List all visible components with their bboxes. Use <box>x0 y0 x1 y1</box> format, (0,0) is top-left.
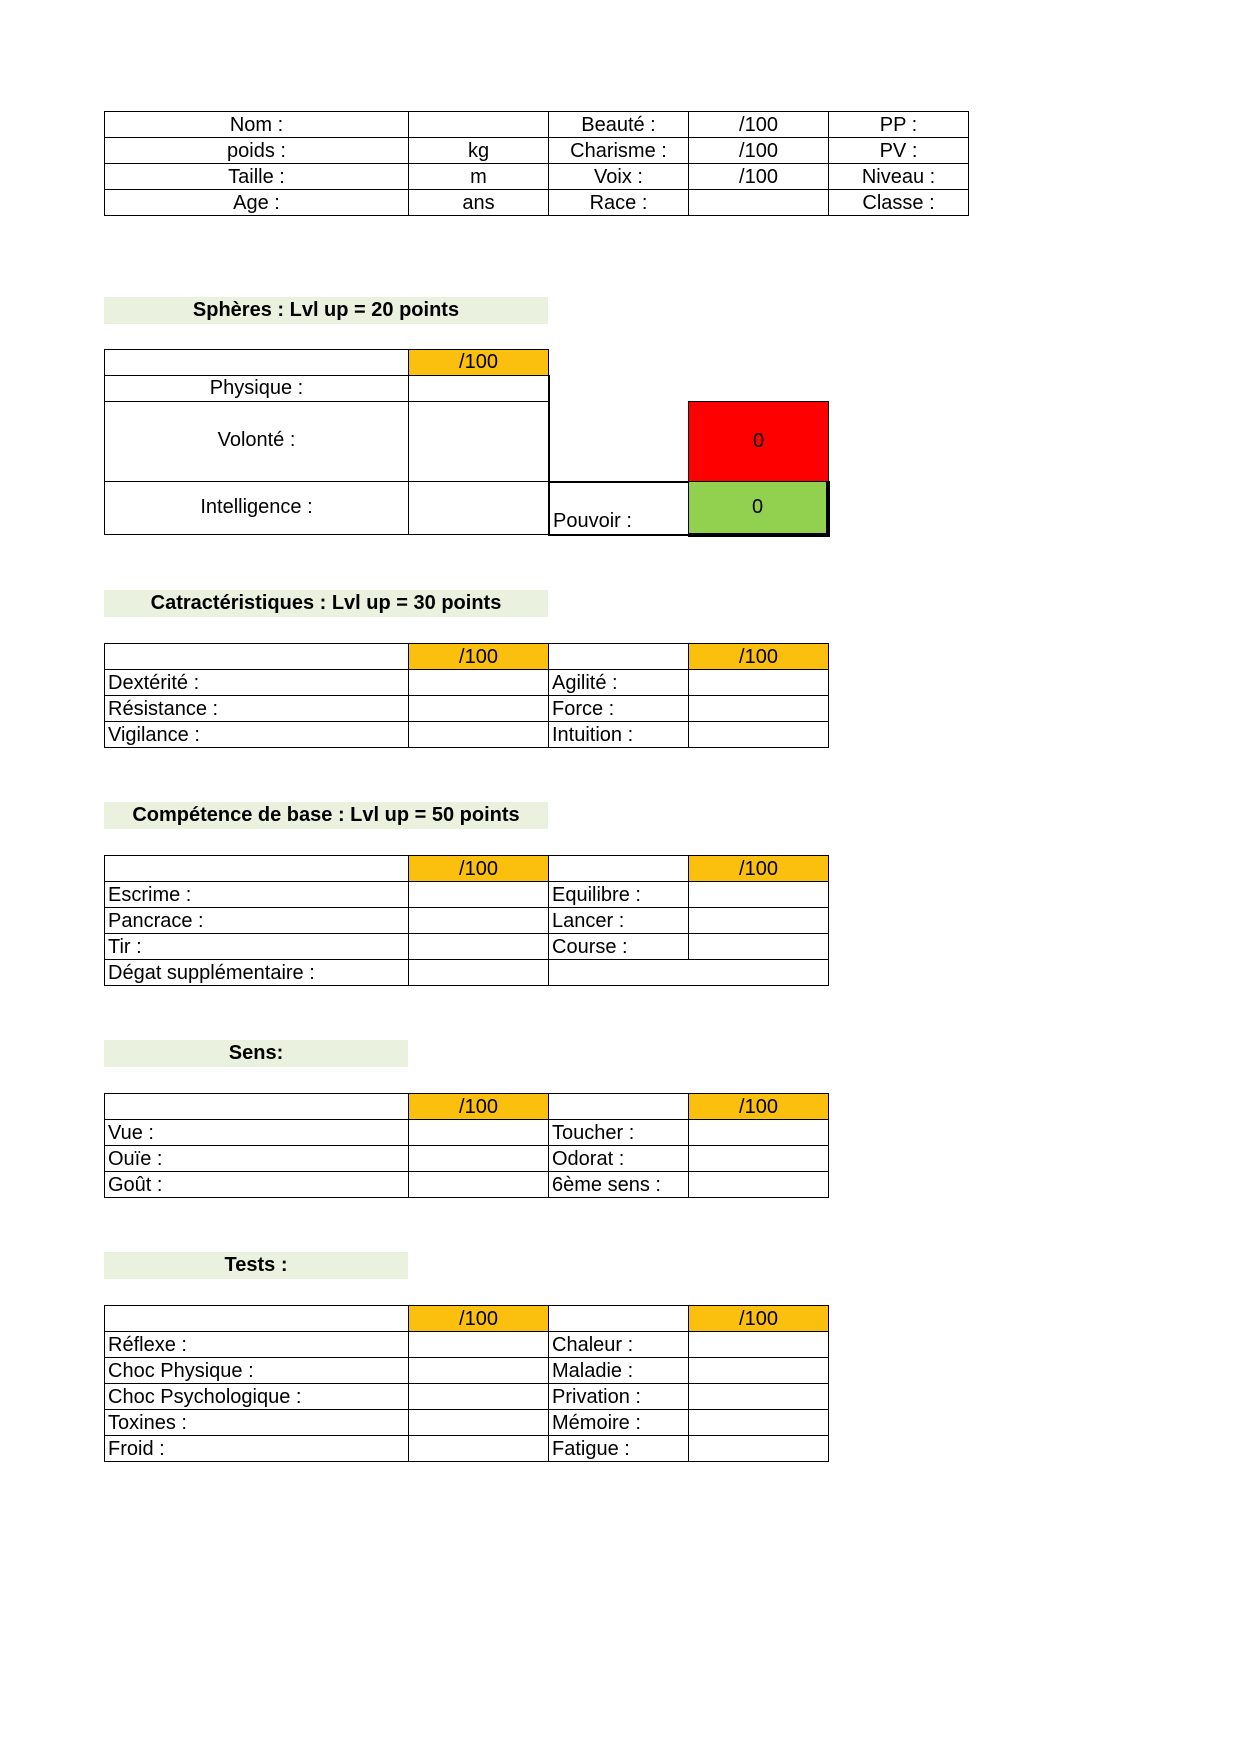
spheres-red-total <box>688 401 829 482</box>
competences-value[interactable] <box>689 934 829 960</box>
caracteristiques-score-header: /100 <box>409 644 549 670</box>
sens-label: Odorat : <box>549 1146 689 1172</box>
identity-value-cell[interactable]: m <box>409 164 549 190</box>
caracteristiques-row <box>105 670 829 696</box>
identity-label-cell: Charisme : <box>549 138 689 164</box>
identity-value-cell[interactable]: /100 <box>689 164 829 190</box>
caracteristiques-score-header: /100 <box>689 644 829 670</box>
sens-label: 6ème sens : <box>549 1172 689 1198</box>
tests-value[interactable] <box>409 1410 549 1436</box>
competences-value[interactable] <box>689 908 829 934</box>
identity-value-cell[interactable] <box>689 190 829 216</box>
tests-value[interactable] <box>409 1358 549 1384</box>
tests-label: Maladie : <box>549 1358 689 1384</box>
competences-row <box>105 908 829 934</box>
identity-label-cell: Nom : <box>105 112 409 138</box>
identity-value-cell[interactable]: kg <box>409 138 549 164</box>
competences-label: Lancer : <box>549 908 689 934</box>
identity-label-cell: Classe : <box>829 190 969 216</box>
sens-row <box>105 1172 829 1198</box>
sens-label: Toucher : <box>549 1120 689 1146</box>
competences-extra-blank <box>549 960 829 986</box>
tests-row <box>105 1332 829 1358</box>
sens-row <box>105 1146 829 1172</box>
sens-label: Vue : <box>105 1120 409 1146</box>
competences-score-header: /100 <box>689 856 829 882</box>
sens-label: Ouïe : <box>105 1146 409 1172</box>
spheres-header: Sphères : Lvl up = 20 points <box>104 297 548 324</box>
competences-table <box>104 855 829 986</box>
identity-label-cell: Beauté : <box>549 112 689 138</box>
competences-value[interactable] <box>409 908 549 934</box>
identity-value-cell[interactable]: /100 <box>689 112 829 138</box>
tests-value[interactable] <box>689 1410 829 1436</box>
competences-value[interactable] <box>409 934 549 960</box>
identity-label-cell: Voix : <box>549 164 689 190</box>
tests-label: Fatigue : <box>549 1436 689 1462</box>
intelligence-label: Intelligence : <box>104 481 409 535</box>
volonte-label: Volonté : <box>104 401 409 482</box>
pouvoir-column-line <box>548 375 550 535</box>
tests-row <box>105 1436 829 1462</box>
competences-label: Course : <box>549 934 689 960</box>
tests-row <box>105 1358 829 1384</box>
caracteristiques-value[interactable] <box>409 696 549 722</box>
tests-header-blank <box>549 1306 689 1332</box>
intelligence-value[interactable] <box>408 481 549 535</box>
competences-score-header: /100 <box>409 856 549 882</box>
caracteristiques-value[interactable] <box>689 670 829 696</box>
identity-row <box>105 138 969 164</box>
identity-label-cell: PP : <box>829 112 969 138</box>
tests-value[interactable] <box>689 1436 829 1462</box>
tests-value[interactable] <box>409 1436 549 1462</box>
caracteristiques-value[interactable] <box>689 722 829 748</box>
physique-label: Physique : <box>104 375 409 402</box>
sens-score-header: /100 <box>689 1094 829 1120</box>
sens-value[interactable] <box>409 1120 549 1146</box>
competences-label: Tir : <box>105 934 409 960</box>
competences-extra-value[interactable] <box>409 960 549 986</box>
tests-label: Froid : <box>105 1436 409 1462</box>
sens-header-blank <box>549 1094 689 1120</box>
tests-value[interactable] <box>689 1358 829 1384</box>
pouvoir-label: Pouvoir : <box>553 510 632 532</box>
spheres-score-header: /100 <box>408 349 549 376</box>
caracteristiques-table <box>104 643 829 748</box>
identity-value-cell[interactable] <box>409 112 549 138</box>
tests-label: Réflexe : <box>105 1332 409 1358</box>
sens-header: Sens: <box>104 1040 408 1067</box>
tests-label: Mémoire : <box>549 1410 689 1436</box>
competences-header-blank <box>105 856 409 882</box>
tests-label: Privation : <box>549 1384 689 1410</box>
tests-value[interactable] <box>409 1332 549 1358</box>
caracteristiques-label: Dextérité : <box>105 670 409 696</box>
identity-label-cell: Race : <box>549 190 689 216</box>
tests-header-row <box>105 1306 829 1332</box>
tests-label: Toxines : <box>105 1410 409 1436</box>
tests-score-header: /100 <box>689 1306 829 1332</box>
spheres-block <box>104 349 828 537</box>
caracteristiques-label: Force : <box>549 696 689 722</box>
tests-header-blank <box>105 1306 409 1332</box>
sens-row <box>105 1120 829 1146</box>
sens-label: Goût : <box>105 1172 409 1198</box>
competences-extra-label: Dégat supplémentaire : <box>105 960 409 986</box>
physique-value[interactable] <box>408 375 549 402</box>
caracteristiques-label: Vigilance : <box>105 722 409 748</box>
tests-value[interactable] <box>689 1384 829 1410</box>
identity-value-cell[interactable]: ans <box>409 190 549 216</box>
tests-row <box>105 1384 829 1410</box>
tests-score-header: /100 <box>409 1306 549 1332</box>
sens-value[interactable] <box>689 1120 829 1146</box>
pouvoir-bottom-line <box>548 534 689 536</box>
tests-label: Chaleur : <box>549 1332 689 1358</box>
competences-label: Escrime : <box>105 882 409 908</box>
sens-score-header: /100 <box>409 1094 549 1120</box>
competences-label: Pancrace : <box>105 908 409 934</box>
sens-value[interactable] <box>689 1172 829 1198</box>
competences-row <box>105 882 829 908</box>
spheres-green-total <box>688 481 830 537</box>
sens-header-blank <box>105 1094 409 1120</box>
identity-label-cell: Niveau : <box>829 164 969 190</box>
competences-label: Equilibre : <box>549 882 689 908</box>
tests-row <box>105 1410 829 1436</box>
sens-table <box>104 1093 829 1198</box>
sens-value[interactable] <box>689 1146 829 1172</box>
spheres-blank-header-cell <box>104 349 409 376</box>
caracteristiques-value[interactable] <box>409 670 549 696</box>
tests-value[interactable] <box>409 1384 549 1410</box>
competences-header: Compétence de base : Lvl up = 50 points <box>104 802 548 829</box>
caracteristiques-value[interactable] <box>409 722 549 748</box>
pouvoir-top-line <box>548 481 689 483</box>
identity-value-cell[interactable]: /100 <box>689 138 829 164</box>
tests-table <box>104 1305 829 1462</box>
competences-header-blank <box>549 856 689 882</box>
competences-header-row <box>105 856 829 882</box>
caracteristiques-header-blank <box>549 644 689 670</box>
caracteristiques-value[interactable] <box>689 696 829 722</box>
identity-row <box>105 164 969 190</box>
identity-table <box>104 111 969 216</box>
caracteristiques-row <box>105 696 829 722</box>
spheres-red-value: 0 <box>752 430 765 452</box>
identity-row <box>105 112 969 138</box>
caracteristiques-row <box>105 722 829 748</box>
caracteristiques-header-row <box>105 644 829 670</box>
competences-value[interactable] <box>409 882 549 908</box>
competences-value[interactable] <box>689 882 829 908</box>
identity-label-cell: poids : <box>105 138 409 164</box>
tests-label: Choc Psychologique : <box>105 1384 409 1410</box>
identity-label-cell: Taille : <box>105 164 409 190</box>
caracteristiques-header: Catractéristiques : Lvl up = 30 points <box>104 590 548 617</box>
competences-extra-row <box>105 960 829 986</box>
caracteristiques-label: Agilité : <box>549 670 689 696</box>
tests-label: Choc Physique : <box>105 1358 409 1384</box>
identity-label-cell: PV : <box>829 138 969 164</box>
caracteristiques-label: Intuition : <box>549 722 689 748</box>
identity-row <box>105 190 969 216</box>
caracteristiques-label: Résistance : <box>105 696 409 722</box>
identity-label-cell: Age : <box>105 190 409 216</box>
competences-row <box>105 934 829 960</box>
tests-value[interactable] <box>689 1332 829 1358</box>
sens-value[interactable] <box>409 1172 549 1198</box>
caracteristiques-header-blank <box>105 644 409 670</box>
volonte-value[interactable] <box>408 401 549 482</box>
sens-header-row <box>105 1094 829 1120</box>
sens-value[interactable] <box>409 1146 549 1172</box>
spheres-green-value: 0 <box>751 496 764 518</box>
tests-header: Tests : <box>104 1252 408 1279</box>
